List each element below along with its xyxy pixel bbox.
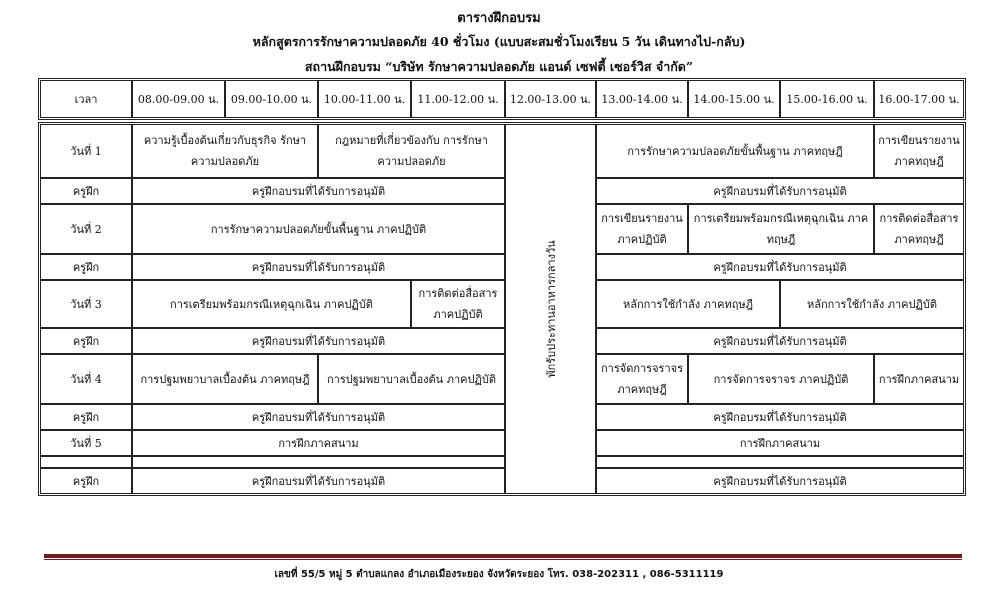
course-title: หลักสูตรการรักษาความปลอดภัย 40 ชั่วโมง (แบบสะสมชั่วโมงเรียน 5 วัน เดินทางไป-กลับ) <box>252 34 746 49</box>
day4-session-4: การจัดการจราจร ภาคปฏิบัติ <box>688 354 874 404</box>
day3-label: วันที่ 3 <box>40 280 132 328</box>
time-slot-7: 14.00-15.00 น. <box>688 80 780 118</box>
time-slot-8: 15.00-16.00 น. <box>780 80 874 118</box>
day3-trainer-morning: ครูฝึกอบรมที่ได้รับการอนุมัติ <box>132 328 505 354</box>
day5-trainer-afternoon: ครูฝึกอบรมที่ได้รับการอนุมัติ <box>596 468 964 494</box>
day5-trainer-morning: ครูฝึกอบรมที่ได้รับการอนุมัติ <box>132 468 505 494</box>
day1-session-2: กฎหมายที่เกี่ยวข้องกับ การรักษาความปลอดภัย <box>318 124 505 178</box>
venue-title: สถานฝึกอบรม “บริษัท รักษาความปลอดภัย แอนด์ เซฟตี้ เซอร์วิส จำกัด” <box>304 59 694 74</box>
day2-trainer-morning: ครูฝึกอบรมที่ได้รับการอนุมัติ <box>132 254 505 280</box>
day2-trainer-afternoon: ครูฝึกอบรมที่ได้รับการอนุมัติ <box>596 254 964 280</box>
day3-session-4: หลักการใช้กำลัง ภาคปฏิบัติ <box>780 280 964 328</box>
day5-session-1: การฝึกภาคสนาม <box>132 430 505 456</box>
day5-label: วันที่ 5 <box>40 430 132 456</box>
day3-session-2: การติดต่อสื่อสาร ภาคปฏิบัติ <box>411 280 505 328</box>
day3-session-3: หลักการใช้กำลัง ภาคทฤษฎี <box>596 280 780 328</box>
lunch-break-cell <box>505 124 596 494</box>
day4-trainer-morning: ครูฝึกอบรมที่ได้รับการอนุมัติ <box>132 404 505 430</box>
day1-session-4: การเขียนรายงาน ภาคทฤษฎี <box>874 124 964 178</box>
day2-label: วันที่ 2 <box>40 204 132 254</box>
day2-session-4: การติดต่อสื่อสาร ภาคทฤษฎี <box>874 204 964 254</box>
day5-blank-morning <box>132 456 505 468</box>
day4-label: วันที่ 4 <box>40 354 132 404</box>
time-header-label: เวลา <box>40 80 132 118</box>
day1-trainer-morning: ครูฝึกอบรมที่ได้รับการอนุมัติ <box>132 178 505 204</box>
day2-trainer-label: ครูฝึก <box>40 254 132 280</box>
time-slot-4: 11.00-12.00 น. <box>411 80 505 118</box>
time-slot-3: 10.00-11.00 น. <box>318 80 411 118</box>
day2-session-3: การเตรียมพร้อมกรณีเหตุฉุกเฉิน ภาคทฤษฎี <box>688 204 874 254</box>
day5-session-2: การฝึกภาคสนาม <box>596 430 964 456</box>
day3-trainer-label: ครูฝึก <box>40 328 132 354</box>
document-title: ตารางฝึกอบรม <box>457 11 541 26</box>
time-slot-9: 16.00-17.00 น. <box>874 80 964 118</box>
time-slot-5: 12.00-13.00 น. <box>505 80 596 118</box>
day4-trainer-label: ครูฝึก <box>40 404 132 430</box>
footer-divider-thin <box>44 559 962 560</box>
day3-session-1: การเตรียมพร้อมกรณีเหตุฉุกเฉิน ภาคปฏิบัติ <box>132 280 411 328</box>
lunch-break-label: พักรับประทานอาหารกลางวัน <box>544 240 558 378</box>
day2-session-1: การรักษาความปลอดภัยขั้นพื้นฐาน ภาคปฏิบัติ <box>132 204 505 254</box>
footer-address: เลขที่ 55/5 หมู่ 5 ตำบลแกลง อำเภอเมืองระยอง จังหวัดระยอง โทร. 038-202311 , 086-5311119 <box>274 569 724 580</box>
day5-blank <box>40 456 132 468</box>
day2-session-2: การเขียนรายงาน ภาคปฏิบัติ <box>596 204 688 254</box>
day1-trainer-label: ครูฝึก <box>40 178 132 204</box>
day1-label: วันที่ 1 <box>40 124 132 178</box>
time-slot-2: 09.00-10.00 น. <box>225 80 318 118</box>
day4-trainer-afternoon: ครูฝึกอบรมที่ได้รับการอนุมัติ <box>596 404 964 430</box>
time-slot-6: 13.00-14.00 น. <box>596 80 688 118</box>
day5-blank-afternoon <box>596 456 964 468</box>
day4-session-1: การปฐมพยาบาลเบื้องต้น ภาคทฤษฎี <box>132 354 318 404</box>
day1-trainer-afternoon: ครูฝึกอบรมที่ได้รับการอนุมัติ <box>596 178 964 204</box>
day1-session-1: ความรู้เบื้องต้นเกี่ยวกับธุรกิจ รักษาความปลอดภัย <box>132 124 318 178</box>
day5-trainer-label: ครูฝึก <box>40 468 132 494</box>
time-slot-1: 08.00-09.00 น. <box>132 80 225 118</box>
day4-session-2: การปฐมพยาบาลเบื้องต้น ภาคปฏิบัติ <box>318 354 505 404</box>
day4-session-5: การฝึกภาคสนาม <box>874 354 964 404</box>
footer-divider-thick <box>44 554 962 558</box>
day4-session-3: การจัดการจราจร ภาคทฤษฎี <box>596 354 688 404</box>
day1-session-3: การรักษาความปลอดภัยขั้นพื้นฐาน ภาคทฤษฎี <box>596 124 874 178</box>
day3-trainer-afternoon: ครูฝึกอบรมที่ได้รับการอนุมัติ <box>596 328 964 354</box>
